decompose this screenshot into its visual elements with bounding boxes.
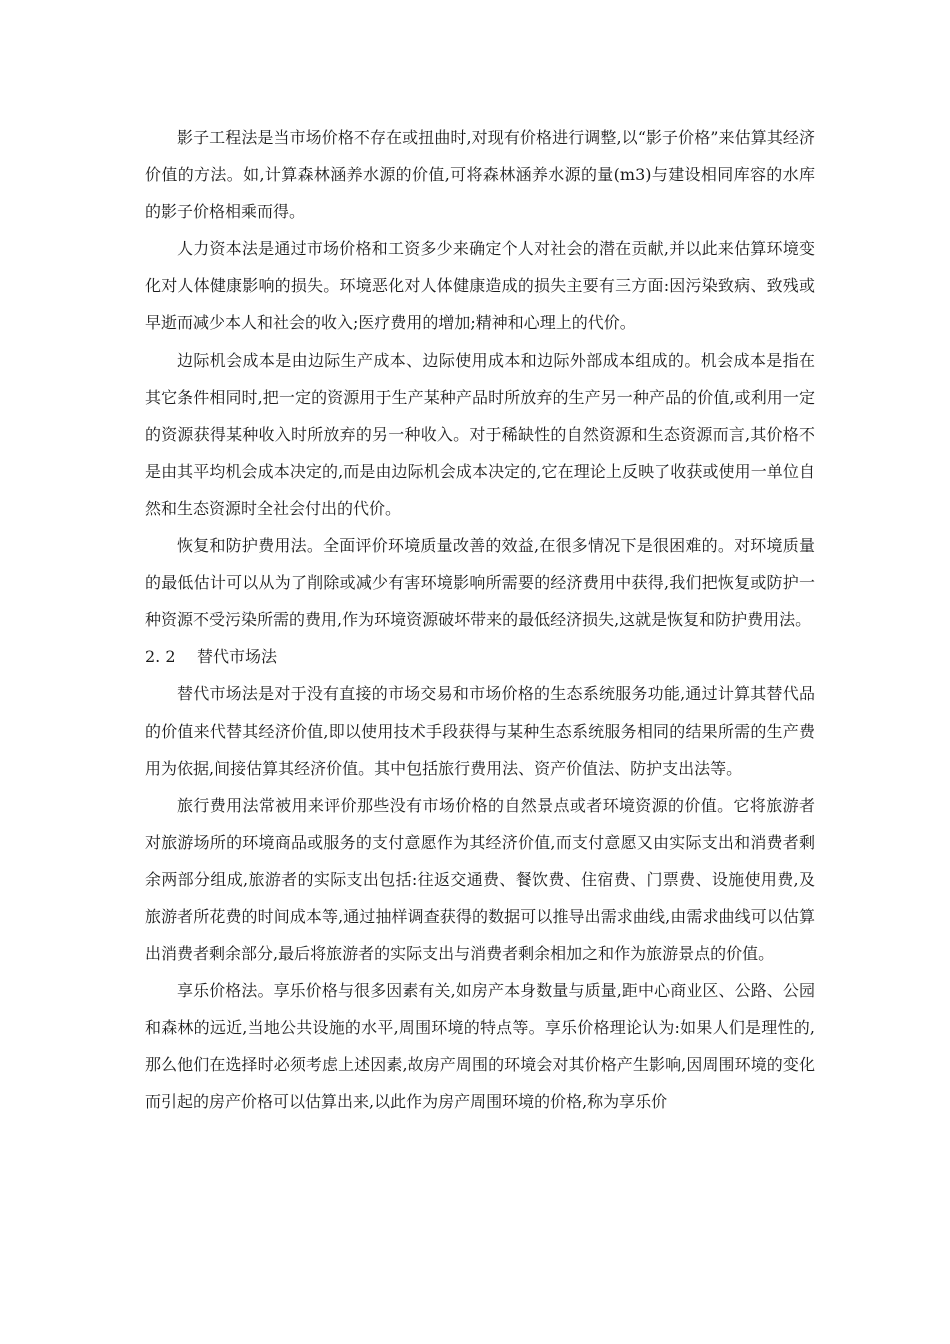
section-number: 2. 2 (145, 647, 176, 667)
paragraph-hedonic-price: 享乐价格法。享乐价格与很多因素有关,如房产本身数量与质量,距中心商业区、公路、公园和森林的远近,当地公共设施的水平,周围环境的特点等。享乐价格理论认为:如果人们是理性的,那么他们在选择时必须考虑上述因素,故房产周围的环境会对其价格产生影响,因周围环境的变化而引起的房产价格可以估算出来,以此作为房产周围环境的价格,称为享乐价 (145, 981, 815, 1112)
paragraph-substitute-market: 替代市场法是对于没有直接的市场交易和市场价格的生态系统服务功能,通过计算其替代品的价值来代替其经济价值,即以使用技术手段获得与某种生态系统服务相同的结果所需的生产费用为依据,间接估算其经济价值。其中包括旅行费用法、资产价值法、防护支出法等。 (145, 684, 815, 778)
paragraph-human-capital: 人力资本法是通过市场价格和工资多少来确定个人对社会的潜在贡献,并以此来估算环境变化对人体健康影响的损失。环境恶化对人体健康造成的损失主要有三方面:因污染致病、致残或早逝而减少本人和社会的收入;医疗费用的增加;精神和心理上的代价。 (145, 239, 815, 333)
document-body (145, 119, 815, 1121)
paragraph-marginal-opportunity-cost: 边际机会成本是由边际生产成本、边际使用成本和边际外部成本组成的。机会成本是指在其它条件相同时,把一定的资源用于生产某种产品时所放弃的生产另一种产品的价值,或利用一定的资源获得某种收入时所放弃的另一种收入。对于稀缺性的自然资源和生态资源而言,其价格不是由其平均机会成本决定的,而是由边际机会成本决定的,它在理论上反映了收获或使用一单位自然和生态资源时全社会付出的代价。 (145, 350, 815, 518)
section-title: 替代市场法 (197, 647, 278, 667)
paragraph-shadow-engineering: 影子工程法是当市场价格不存在或扭曲时,对现有价格进行调整,以“影子价格”来估算其经济价值的方法。如,计算森林涵养水源的价值,可将森林涵养水源的量(m3)与建设相同库容的水库的影子价格相乘而得。 (145, 128, 815, 222)
paragraph-travel-cost: 旅行费用法常被用来评价那些没有市场价格的自然景点或者环境资源的价值。它将旅游者对旅游场所的环境商品或服务的支付意愿作为其经济价值,而支付意愿又由实际支出和消费者剩余两部分组成,旅游者的实际支出包括:往返交通费、餐饮费、住宿费、门票费、设施使用费,及旅游者所花费的时间成本等,通过抽样调查获得的数据可以推导出需求曲线,由需求曲线可以估算出消费者剩余部分,最后将旅游者的实际支出与消费者剩余相加之和作为旅游景点的价值。 (145, 795, 815, 964)
paragraph-restoration-protection-cost: 恢复和防护费用法。全面评价环境质量改善的效益,在很多情况下是很困难的。对环境质量的最低估计可以从为了削除或减少有害环境影响所需要的经济费用中获得,我们把恢复或防护一种资源不受污染所需的费用,作为环境资源破坏带来的最低经济损失,这就是恢复和防护费用法。 (145, 536, 815, 630)
section-heading (145, 638, 815, 675)
